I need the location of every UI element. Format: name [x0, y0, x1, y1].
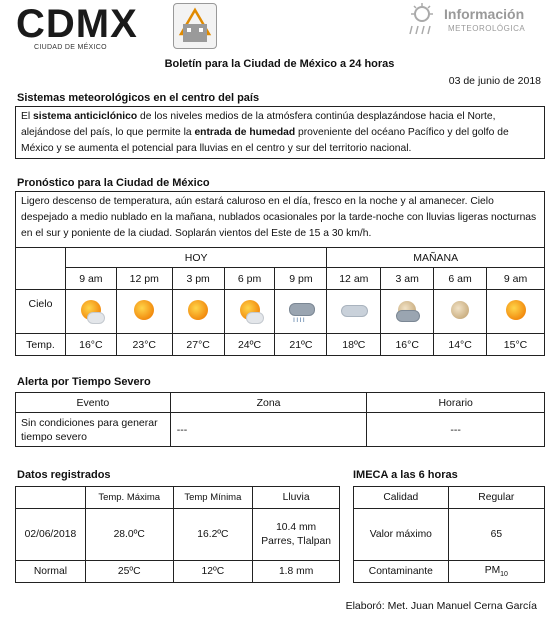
registered-header: Temp Mínima [173, 487, 253, 509]
group-tomorrow: MAÑANA [327, 248, 545, 268]
hour-cell: 3 pm [172, 268, 224, 290]
temp-cell: 23°C [116, 334, 172, 356]
alert-table [15, 392, 545, 447]
systems-text-part: proveniente del océano Pacífico y del golfo de México y se aumenta el potencial para lluvias en el centro y sur del territorio nacional. [21, 127, 509, 154]
registered-max: 28.0ºC [85, 509, 173, 561]
systems-text-bold: sistema anticiclónico [33, 111, 138, 122]
row-label-temp: Temp. [16, 334, 66, 356]
imeca-title: IMECA a las 6 horas [353, 469, 458, 481]
sun-icon [185, 297, 211, 323]
sun-icon [131, 297, 157, 323]
systems-text [15, 106, 545, 159]
rain-cloud-icon: ıııı [288, 297, 314, 323]
temp-cell: 27°C [172, 334, 224, 356]
systems-text-bold: entrada de humedad [194, 127, 296, 138]
hour-cell: 6 am [434, 268, 487, 290]
alert-header: Zona [170, 393, 367, 413]
imeca-row-label: Valor máximo [354, 509, 449, 561]
registered-min: 16.2ºC [173, 509, 253, 561]
hour-cell: 9 am [65, 268, 116, 290]
sun-cloud-icon [237, 297, 263, 323]
cdmx-logo: CDMX [16, 2, 138, 46]
temp-cell: 14°C [434, 334, 487, 356]
registered-row-label: 02/06/2018 [16, 509, 86, 561]
info-logo-title: Información [444, 6, 525, 22]
group-today: HOY [65, 248, 326, 268]
systems-text-part: de los niveles medios de la atmósfera continúa desplazándose hacia el Norte, alejándose del país, lo que permite la [21, 111, 496, 138]
temp-cell: 24ºC [224, 334, 275, 356]
forecast-corner [16, 248, 66, 290]
sun-cloud-icon [78, 297, 104, 323]
hour-cell: 12 am [327, 268, 381, 290]
registered-row-label: Normal [16, 561, 86, 583]
imeca-header: Regular [448, 487, 544, 509]
forecast-title: Pronóstico para la Ciudad de México [17, 177, 210, 189]
alert-horario: --- [367, 413, 545, 447]
alert-event: Sin condiciones para generar tiempo severo [16, 413, 171, 447]
hour-cell: 6 pm [224, 268, 275, 290]
registered-header: Lluvia [253, 487, 340, 509]
imeca-row-label: Contaminante [354, 561, 449, 583]
imeca-pollutant [448, 561, 544, 583]
shield-logo-icon [173, 3, 217, 49]
registered-min: 12ºC [173, 561, 253, 583]
imeca-header: Calidad [354, 487, 449, 509]
alert-header: Horario [367, 393, 545, 413]
bulletin-title: Boletín para la Ciudad de México a 24 horas [164, 58, 395, 70]
cloud-icon [341, 297, 367, 323]
pollutant-subscript: 10 [500, 571, 508, 579]
hour-cell: 9 pm [275, 268, 327, 290]
systems-text-part: El [21, 111, 34, 122]
registered-max: 25ºC [85, 561, 173, 583]
hour-cell: 3 am [381, 268, 434, 290]
registered-rain: 10.4 mm Parres, Tlalpan [253, 509, 340, 561]
registered-rain: 1.8 mm [253, 561, 340, 583]
registered-title: Datos registrados [17, 469, 111, 481]
cdmx-logo-subtitle: CIUDAD DE MÉXICO [34, 44, 107, 51]
temp-cell: 16°C [381, 334, 434, 356]
hour-cell: 9 am [487, 268, 545, 290]
temp-cell: 16°C [65, 334, 116, 356]
alert-title: Alerta por Tiempo Severo [17, 376, 151, 388]
signature: Elaboró: Met. Juan Manuel Cerna García [345, 600, 537, 612]
temp-cell: 18ºC [327, 334, 381, 356]
registered-header: Temp. Máxima [85, 487, 173, 509]
forecast-table [15, 247, 545, 356]
bulletin-date: 03 de junio de 2018 [448, 75, 541, 87]
registered-table [15, 486, 340, 583]
registered-corner [16, 487, 86, 509]
pollutant-name: PM [484, 564, 501, 576]
info-logo-subtitle: METEOROLÓGICA [448, 24, 526, 33]
moon-icon [447, 297, 473, 323]
moon-cloud-icon [394, 297, 420, 323]
hour-cell: 12 pm [116, 268, 172, 290]
imeca-value: 65 [448, 509, 544, 561]
temp-cell: 21ºC [275, 334, 327, 356]
temp-cell: 15°C [487, 334, 545, 356]
alert-zona: --- [170, 413, 367, 447]
systems-title: Sistemas meteorológicos en el centro del país [17, 92, 260, 104]
sun-icon [503, 297, 529, 323]
imeca-table [353, 486, 545, 583]
alert-header: Evento [16, 393, 171, 413]
row-label-sky: Cielo [16, 290, 66, 334]
forecast-text: Ligero descenso de temperatura, aún estará caluroso en el día, fresco en la noche y al amanecer. Cielo despejado a medio nublado en la mañana, nublados ocasionales por la tarde-noche con lluvias ligeras nocturnas en el sur y poniente de la ciudad. Soplarán vientos del Este de 15 a 30 km/h. [15, 191, 545, 247]
